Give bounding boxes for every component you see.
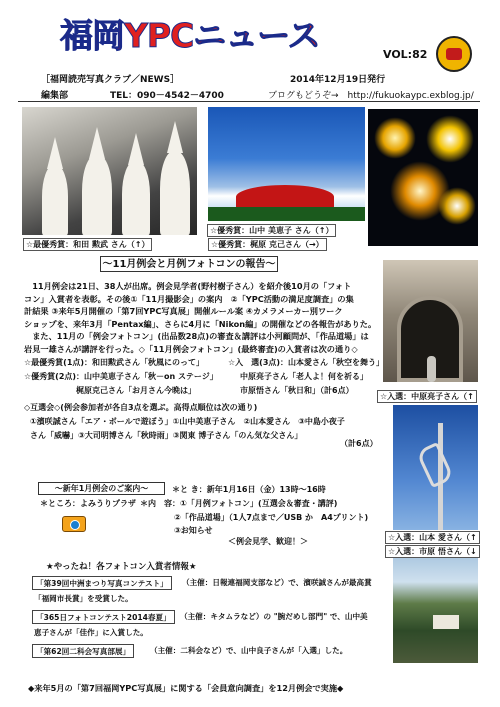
hood-shape — [128, 133, 144, 165]
caption-grand-prize: ☆最優秀賞：和田 勲武 さん（↑） — [23, 238, 152, 251]
news-item-2-line-2: 恵子さんが「佳作」に入賞した。 — [34, 628, 148, 637]
caption-selected-nakahara: ☆入選：中原亮子さん（↑ — [377, 390, 477, 403]
photo-excellent-yamanaka — [208, 107, 365, 221]
figure-shape — [122, 161, 150, 235]
report-line: 岩見一雄さんが講評を行った。◇「11月例会フォトコン」(最終審査)の入賞者は次の通り◇ — [24, 343, 358, 354]
mutual-line-2: さん「威嚇」③大司明博さん「秋時雨」③関東 博子さん「のん気な父さん」 — [30, 431, 303, 440]
january-contents-1: ＊内 容：①「月例フォトコン」(互選会＆審査・講評) — [140, 499, 338, 508]
footer-notice: ◆来年5月の「第7回福岡YPC写真展」に関する「会員意向調査」を12月例会で実施◆ — [28, 683, 344, 693]
club-logo-icon — [436, 36, 472, 72]
photo-excellent-kajiwara — [368, 109, 478, 246]
news-item-1-title: 「第39回中洲まつり写真コンテスト」 — [32, 576, 172, 590]
hood-shape — [89, 127, 105, 159]
january-when: ＊と き：新年1月16日（金）13時～16時 — [172, 485, 326, 494]
issue-date: 2014年12月19日発行 — [290, 75, 386, 85]
winner-best: ☆最優秀賞(1点)：和田勲武さん「秋風にのって」 — [24, 358, 204, 367]
header-divider — [18, 101, 480, 102]
caption-excellent-yamanaka: ☆優秀賞：山中 美恵子 さん（↑） — [207, 224, 336, 237]
red-tree-shape — [236, 185, 334, 209]
news-item-2-text: （主催：キタムラなど）の "腕だめし部門" で、山中美 — [180, 612, 368, 621]
winner-selected-3: 市原悟さん「秋日和」（計6点） — [240, 386, 354, 395]
january-where: ＊ところ：よみうりプラザ — [40, 499, 136, 508]
camera-icon — [62, 516, 86, 532]
report-line: 11月例会は21日、38人が出席。例会見学者(野村樹子さん）を紹介後10月の「フォト — [24, 281, 352, 291]
news-title: ★やったね！各フォトコン入賞者情報★ — [46, 562, 197, 572]
firework-shape — [438, 187, 476, 225]
winner-selected-2: 中原亮子さん「老人よ！何を祈る」 — [240, 372, 368, 381]
caption-selected-ichihara: ☆入選：市原 悟さん（↓ — [385, 545, 480, 558]
house-shape — [433, 615, 459, 629]
january-note: ＜例会見学、歓迎！＞ — [228, 537, 308, 546]
person-shape — [427, 356, 436, 382]
report-line: また、11月の「例会フォトコン」(出品数28点)の審査＆講評は小河顧問が、「作品道場」は — [24, 331, 369, 341]
caption-excellent-kajiwara: ☆優秀賞：梶原 克己さん（→） — [208, 238, 327, 251]
blog-link[interactable]: ブログもどうぞ→ http://fukuokaypc.exblog.jp/ — [268, 91, 474, 101]
caption-selected-yamamoto: ☆入選：山本 愛さん（↑ — [385, 531, 480, 544]
ground-shape — [208, 207, 365, 221]
report-line: コン」入賞者を表彰。その後①「11月撮影会」の案内 ②「YPC活動の満足度調査」の集 — [24, 293, 354, 304]
mutual-total: （計6点） — [340, 439, 378, 448]
news-item-3-title: 「第62回二科会写真部展」 — [32, 644, 134, 658]
editor-phone: TEL：090－4542－4700 — [110, 91, 224, 101]
hood-shape — [47, 137, 63, 169]
report-line: ショップを、来年3月「Pentax編」、さらに4月に「Nikon編」の開催などの各報告がありた。 — [24, 318, 377, 329]
january-title: ～新年1月例会のご案内～ — [38, 482, 165, 495]
firework-shape — [374, 117, 416, 159]
figure-shape — [160, 151, 190, 235]
report-body — [24, 280, 378, 355]
club-name: ［福岡読売写真クラブ／NEWS］ — [41, 75, 180, 85]
winner-selected-label: ☆入 選(3点)： — [228, 358, 289, 367]
report-title: ～11月例会と月例フォトコンの報告～ — [100, 256, 278, 272]
winner-excellent-2: 梶原克己さん「お月さん今晩は」 — [76, 386, 196, 395]
news-item-1-line-2: 「福岡市長賞」を受賞した。 — [34, 594, 133, 603]
editor-label: 編集部 — [41, 91, 69, 101]
volume-number: VOL:82 — [383, 48, 428, 61]
winner-selected-1: 山本愛さん「秋空を舞う」 — [288, 358, 384, 367]
photo-grand-prize — [22, 107, 197, 235]
photo-selected-nakahara — [383, 260, 478, 382]
winner-excellent-1: ☆優秀賞(2点)：山中美恵子さん「秋－on ステージ」 — [24, 372, 218, 381]
sculpture-shape — [416, 442, 455, 488]
news-item-3-text: （主催：二科会など）で、山中良子さんが「入選」した。 — [150, 646, 348, 655]
masthead-title: 福岡YPCニュース — [60, 16, 320, 55]
mutual-line-1: ①濱咲誠さん「エア・ボールで遊ぼう」①山中美恵子さん ②山本愛さん ③中島小夜子 — [30, 417, 345, 426]
january-contents-2: ②「作品道場」（1人7点まで／USB か A4プリント) — [174, 513, 369, 522]
news-item-1-text: （主催：日報連福岡支部など）で、濱咲誠さんが最高賞 — [182, 578, 372, 587]
photo-selected-ichihara — [393, 555, 478, 663]
news-item-2-title: 「365日フォトコンテスト2014春夏」 — [32, 610, 175, 624]
report-line: 計結果 ③来年5月開催の「第7回YPC写真展」開催ルール案 ④カメラメーカー別ワーク — [24, 306, 343, 316]
hood-shape — [167, 121, 183, 153]
figure-shape — [82, 155, 112, 235]
mutual-heading: ◇互選会◇(例会参加者が各自3点を選ぶ。高得点順位は次の通り) — [24, 403, 258, 412]
january-contents-3: ③お知らせ — [174, 526, 213, 535]
firework-shape — [426, 115, 474, 163]
figure-shape — [42, 165, 68, 235]
photo-selected-yamamoto — [393, 405, 478, 530]
